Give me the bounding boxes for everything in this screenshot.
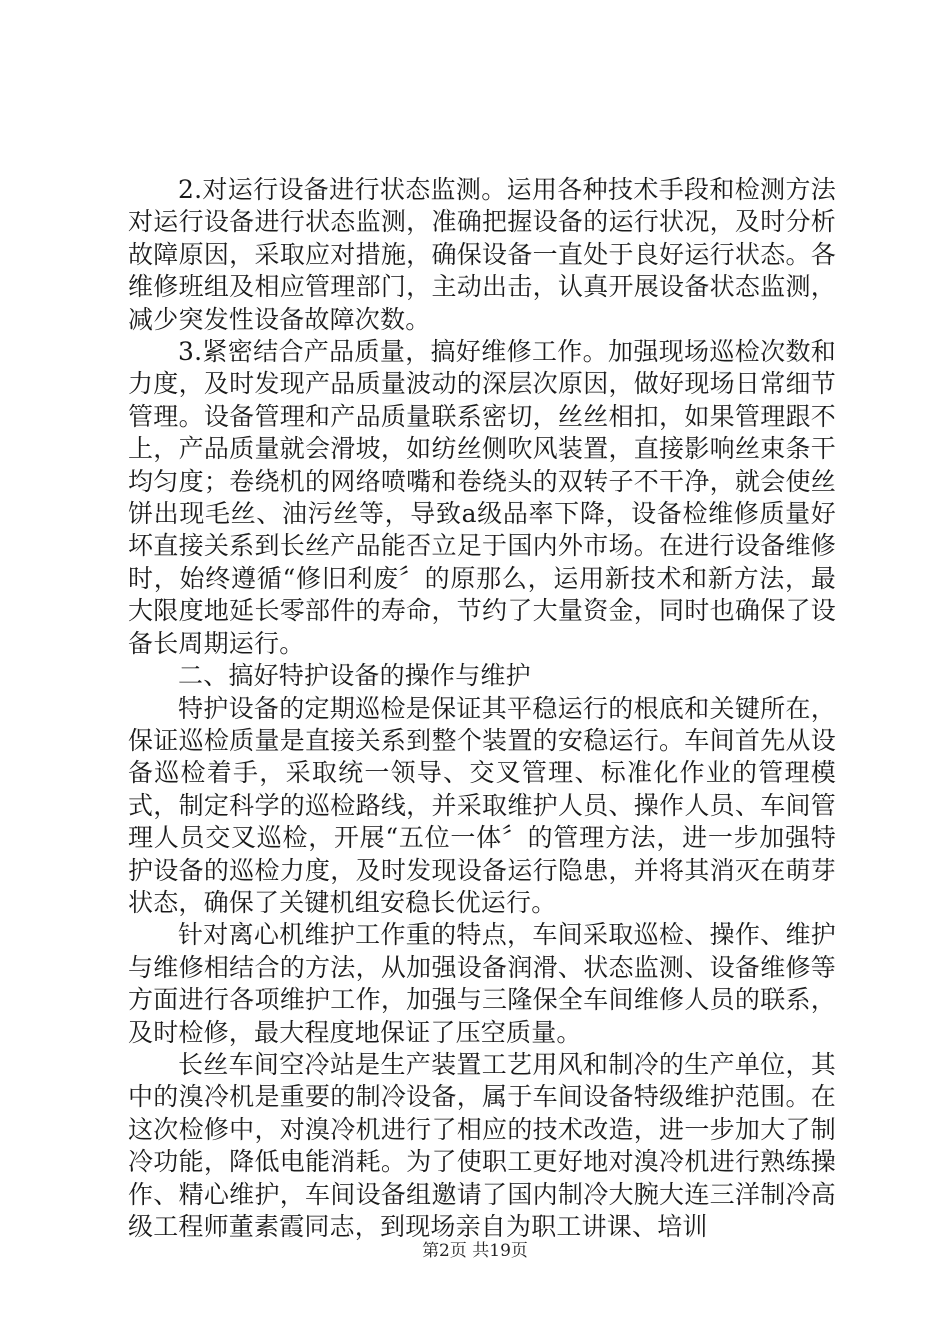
document-body xyxy=(128,174,836,1243)
paragraph-special-inspection: 特护设备的定期巡检是保证其平稳运行的根底和关键所在，保证巡检质量是直接关系到整个装置的安稳运行。车间首先从设备巡检着手，采取统一领导、交叉管理、标准化作业的管理模式，制定科学的巡检路线，并采取维护人员、操作人员、车间管理人员交叉巡检，开展“五位一体〞的管理方法，进一步加强特护设备的巡检力度，及时发现设备运行隐患，并将其消灭在萌芽状态，确保了关键机组安稳长优运行。 xyxy=(128,693,836,917)
paragraph-centrifuge: 针对离心机维护工作重的特点，车间采取巡检、操作、维护与维修相结合的方法，从加强设备润滑、状态监测、设备维修等方面进行各项维护工作，加强与三隆保全车间维修人员的联系，及时检修，最大程度地保证了压空质量。 xyxy=(128,920,836,1047)
paragraph-product-quality: 3.紧密结合产品质量，搞好维修工作。加强现场巡检次数和力度，及时发现产品质量波动的深层次原因，做好现场日常细节管理。设备管理和产品质量联系密切，丝丝相扣，如果管理跟不上，产品质量就会滑坡，如纺丝侧吹风装置，直接影响丝束条干均匀度；卷绕机的网络喷嘴和卷绕头的双转子不干净，就会使丝饼出现毛丝、油污丝等，导致a级品率下降，设备检维修质量好坏直接关系到长丝产品能否立足于国内外市场。在进行设备维修时，始终遵循“修旧利废〞的原那么，运用新技术和新方法，最大限度地延长零部件的寿命，节约了大量资金，同时也确保了设备长周期运行。 xyxy=(128,337,836,658)
page-number-footer: 第2页 共19页 xyxy=(422,1241,528,1261)
paragraph-chiller: 长丝车间空冷站是生产装置工艺用风和制冷的生产单位，其中的溴冷机是重要的制冷设备，属于车间设备特级维护范围。在这次检修中，对溴冷机进行了相应的技术改造，进一步加大了制冷功能，降低电能消耗。为了使职工更好地对溴冷机进行熟练操作、精心维护，车间设备组邀请了国内制冷大腕大连三洋制冷高级工程师董素霞同志，到现场亲自为职工讲课、培训 xyxy=(128,1049,836,1241)
section-heading: 二、搞好特护设备的操作与维护 xyxy=(178,661,531,691)
paragraph-status-monitoring: 2.对运行设备进行状态监测。运用各种技术手段和检测方法对运行设备进行状态监测，准确把握设备的运行状况，及时分析故障原因，采取应对措施，确保设备一直处于良好运行状态。各维修班组及相应管理部门，主动出击，认真开展设备状态监测，减少突发性设备故障次数。 xyxy=(128,175,836,334)
